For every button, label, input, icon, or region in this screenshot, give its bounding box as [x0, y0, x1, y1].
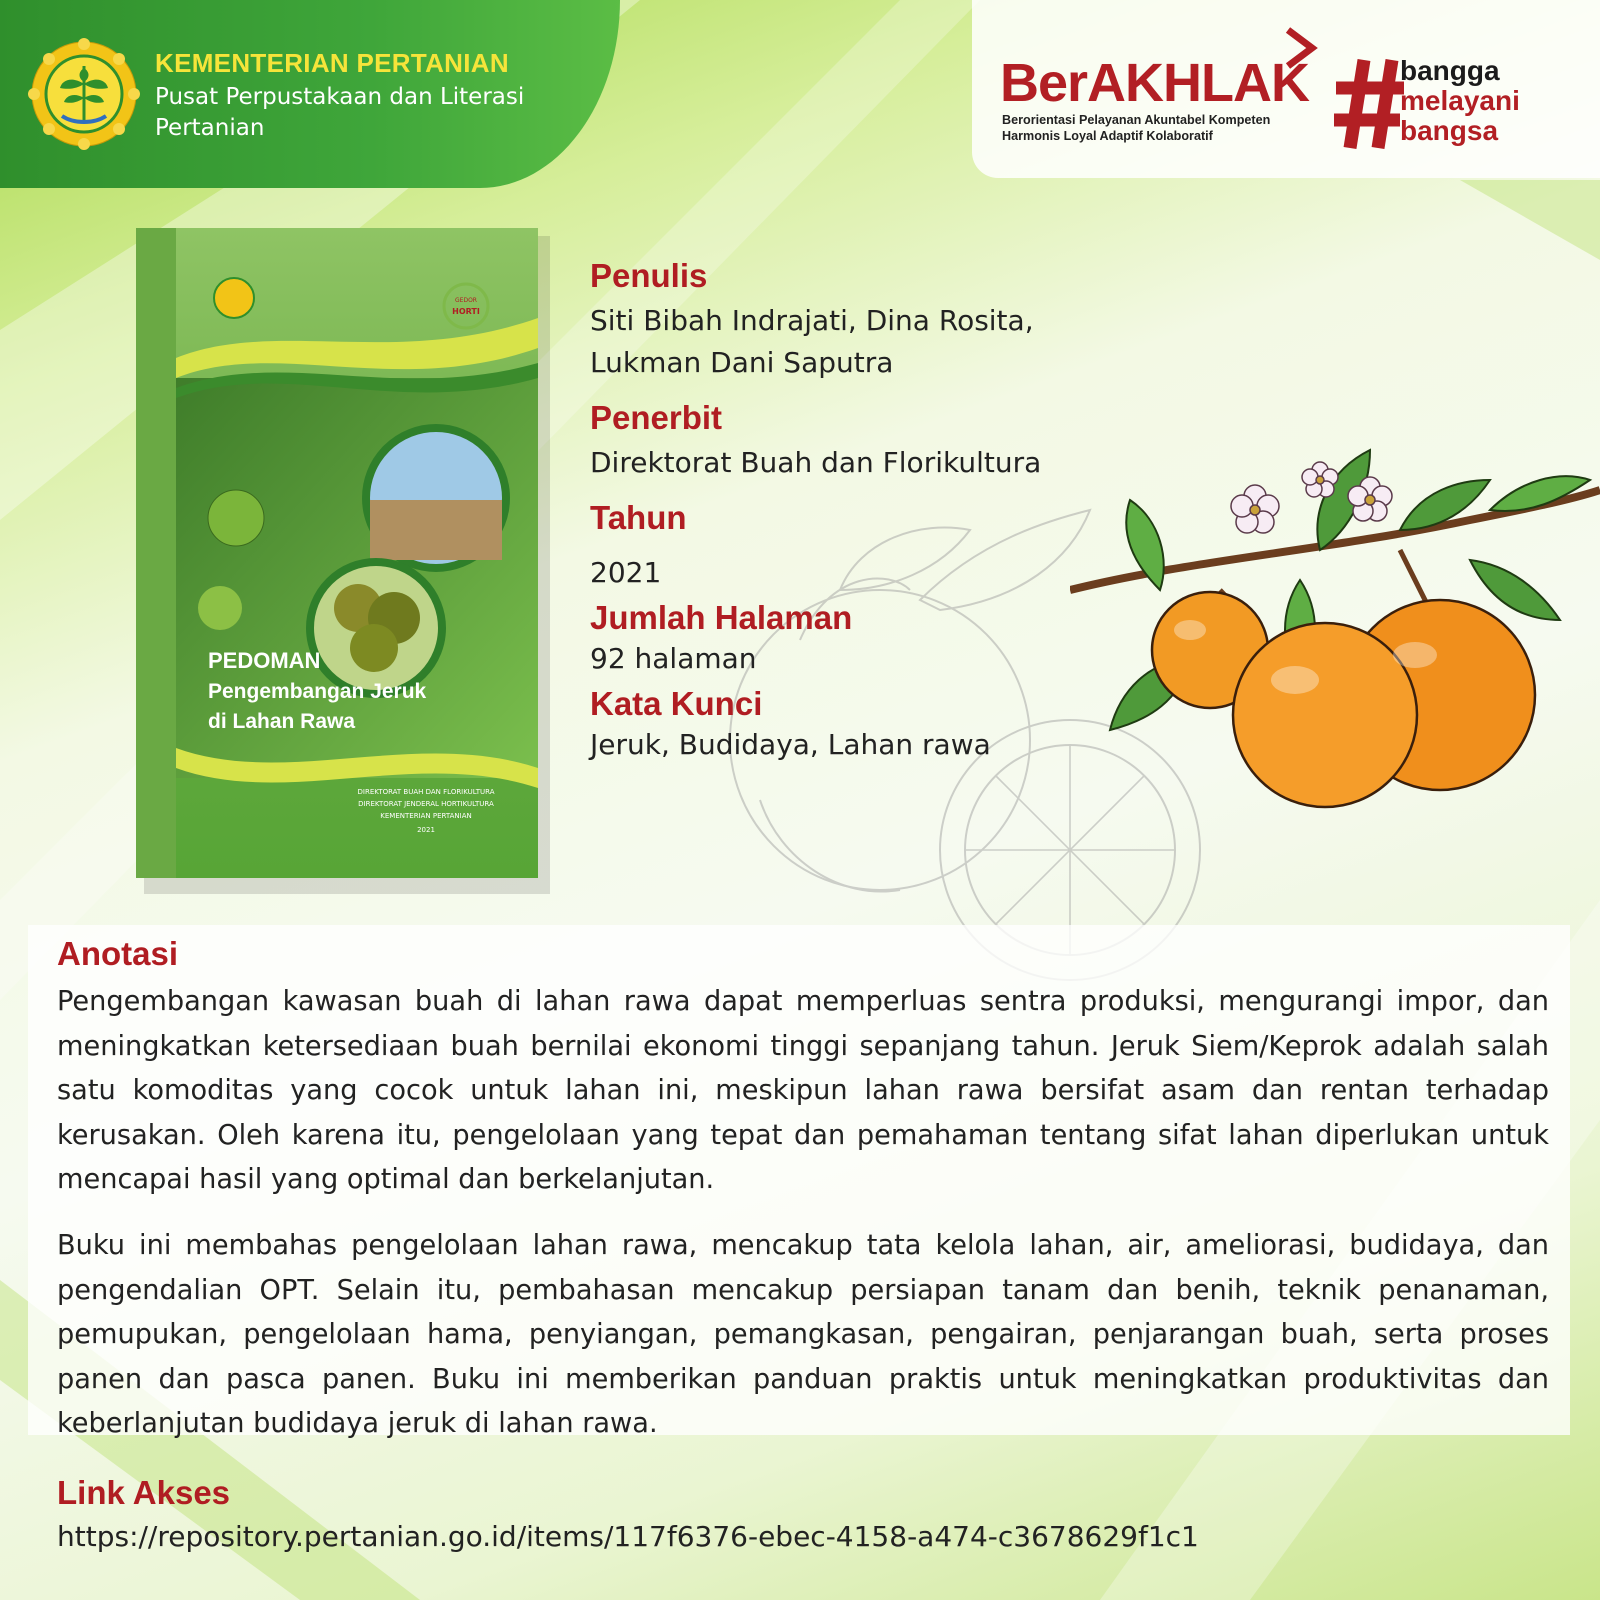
hashtag-line1: bangga	[1400, 55, 1500, 86]
unit-name: Pusat Perpustakaan dan Literasi Pertanian	[155, 84, 525, 141]
author-label: Penulis	[590, 257, 708, 294]
keywords-label: Kata Kunci	[590, 685, 763, 722]
keywords-value: Jeruk, Budidaya, Lahan rawa	[590, 728, 991, 761]
cover-publisher-line1: DIREKTORAT BUAH DAN FLORIKULTURA	[357, 788, 495, 796]
berakhlak-logo: BerAKHLAK	[1000, 53, 1310, 113]
berakhlak-tagline-line1: Berorientasi Pelayanan Akuntabel Kompeten	[1002, 113, 1271, 127]
link-title: Link Akses	[57, 1474, 231, 1511]
bangga-melayani-bangsa	[1400, 56, 1520, 146]
year-value: 2021	[590, 556, 662, 589]
cover-badge-text-2: HORTI	[452, 307, 480, 316]
cover-title-line2: Pengembangan Jeruk	[208, 680, 427, 703]
annotation-paragraph-1: Pengembangan kawasan buah di lahan rawa dapat memperluas sentra produksi, mengurangi impor, dan meningkatkan ketersediaan buah bernilai ekonomi tinggi sepanjang tahun. Jeruk Siem/Keprok adalah salah satu komoditas yang cocok untuk lahan ini, meskipun lahan rawa bersifat asam dan rentan terhadap kerusakan. Oleh karena itu, pengelolaan yang tepat dan pemahaman tentang sifat lahan diperlukan untuk mencapai hasil yang optimal dan berkelanjutan.	[57, 986, 1549, 1195]
annotation-paragraph-2: Buku ini membahas pengelolaan lahan rawa, mencakup tata kelola lahan, air, ameliorasi, budidaya, dan pengendalian OPT. Selain itu, pembahasan mencakup persiapan tanam dan benih, teknik penanaman, pemupukan, pengelolaan hama, penyiangan, pemangkasan, pengairan, penjarangan buah, serta proses panen dan pasca panen. Buku ini memberikan panduan praktis untuk meningkatkan produktivitas dan keberlanjutan budidaya jeruk di lahan rawa.	[57, 1230, 1549, 1439]
annotation-title: Anotasi	[57, 935, 179, 972]
author-line2: Lukman Dani Saputra	[590, 346, 894, 379]
ministry-logo	[28, 38, 140, 150]
book-details	[590, 256, 1110, 766]
cover-publisher-line3: KEMENTERIAN PERTANIAN	[380, 812, 472, 820]
author-line1: Siti Bibah Indrajati, Dina Rosita,	[590, 304, 1034, 337]
publisher-value: Direktorat Buah dan Florikultura	[590, 446, 1042, 479]
hashtag-line3: bangsa	[1400, 115, 1499, 146]
cover-title-line1: PEDOMAN	[208, 648, 321, 673]
repository-link[interactable]: https://repository.pertanian.go.id/items/117f6376-ebec-4158-a474-c3678629f1c1	[57, 1520, 1199, 1553]
hashtag-icon	[1334, 56, 1406, 152]
cover-year: 2021	[417, 826, 435, 834]
berakhlak-tagline-line2: Harmonis Loyal Adaptif Kolaboratif	[1002, 129, 1213, 143]
pages-value: 92 halaman	[590, 642, 757, 675]
chevron-icon	[1284, 26, 1318, 72]
year-label: Tahun	[590, 499, 687, 536]
book-cover	[136, 228, 550, 894]
cover-badge-text: GEDOR	[455, 297, 477, 304]
orange-branch-illustration	[1070, 440, 1600, 810]
publisher-label: Penerbit	[590, 399, 723, 436]
cover-title-line3: di Lahan Rawa	[208, 710, 356, 733]
hashtag-line2: melayani	[1400, 85, 1520, 116]
cover-publisher-line2: DIREKTORAT JENDERAL HORTIKULTURA	[358, 800, 494, 808]
ministry-name: KEMENTERIAN PERTANIAN	[155, 48, 509, 78]
berakhlak-tagline	[1002, 112, 1322, 144]
pages-label: Jumlah Halaman	[590, 599, 853, 636]
